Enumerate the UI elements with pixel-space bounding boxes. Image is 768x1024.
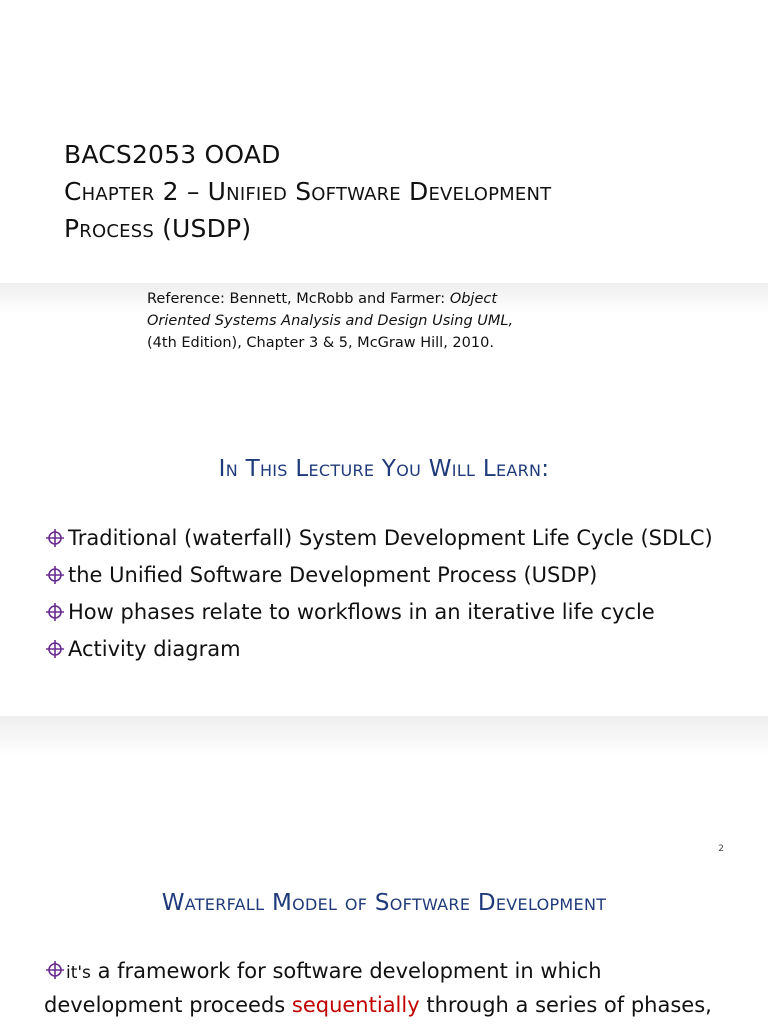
paragraph-part2: through a series of phases, xyxy=(419,993,712,1017)
highlight-word: sequentially xyxy=(291,993,420,1017)
waterfall-heading: Waterfall Model of Software Development xyxy=(161,890,607,916)
lecture-heading: In This Lecture You Will Learn: xyxy=(218,456,550,482)
list-item xyxy=(44,630,713,667)
chapter-title: Chapter 2 – Unified Software Development xyxy=(64,177,552,206)
bullet-text: How phases relate to workflows in an iterative life cycle xyxy=(68,599,655,624)
chapter-title-cont: Process (USDP) xyxy=(64,214,252,243)
crosshair-icon xyxy=(44,638,66,660)
slide-separator xyxy=(0,716,768,756)
learning-bullets xyxy=(44,519,713,667)
bullet-text: Traditional (waterfall) System Development Life Cycle (SDLC) xyxy=(68,525,713,550)
reference-book: Object Oriented Systems Analysis and Design Using UML, xyxy=(147,291,514,329)
page-number: 2 xyxy=(718,844,724,854)
reference-prefix: Reference: Bennett, McRobb and Farmer: xyxy=(147,291,450,307)
bullet-text: Activity diagram xyxy=(68,636,241,661)
crosshair-icon xyxy=(44,527,66,549)
waterfall-paragraph xyxy=(44,955,744,1021)
crosshair-icon xyxy=(44,564,66,586)
crosshair-icon xyxy=(44,959,66,981)
paragraph-part1: a framework for software development in which development proceeds xyxy=(44,959,602,1017)
list-item xyxy=(44,593,713,630)
course-title: BACS2053 OOAD xyxy=(64,140,281,169)
bullet-text: the Unified Software Development Process (USDP) xyxy=(68,562,598,587)
list-item xyxy=(44,556,713,593)
crosshair-icon xyxy=(44,601,66,623)
reference-suffix: (4th Edition), Chapter 3 & 5, McGraw Hill, 2010. xyxy=(147,335,494,351)
reference-text xyxy=(147,288,527,354)
list-item xyxy=(44,519,713,556)
its-word: it's xyxy=(66,963,91,983)
title-slide xyxy=(0,0,768,286)
